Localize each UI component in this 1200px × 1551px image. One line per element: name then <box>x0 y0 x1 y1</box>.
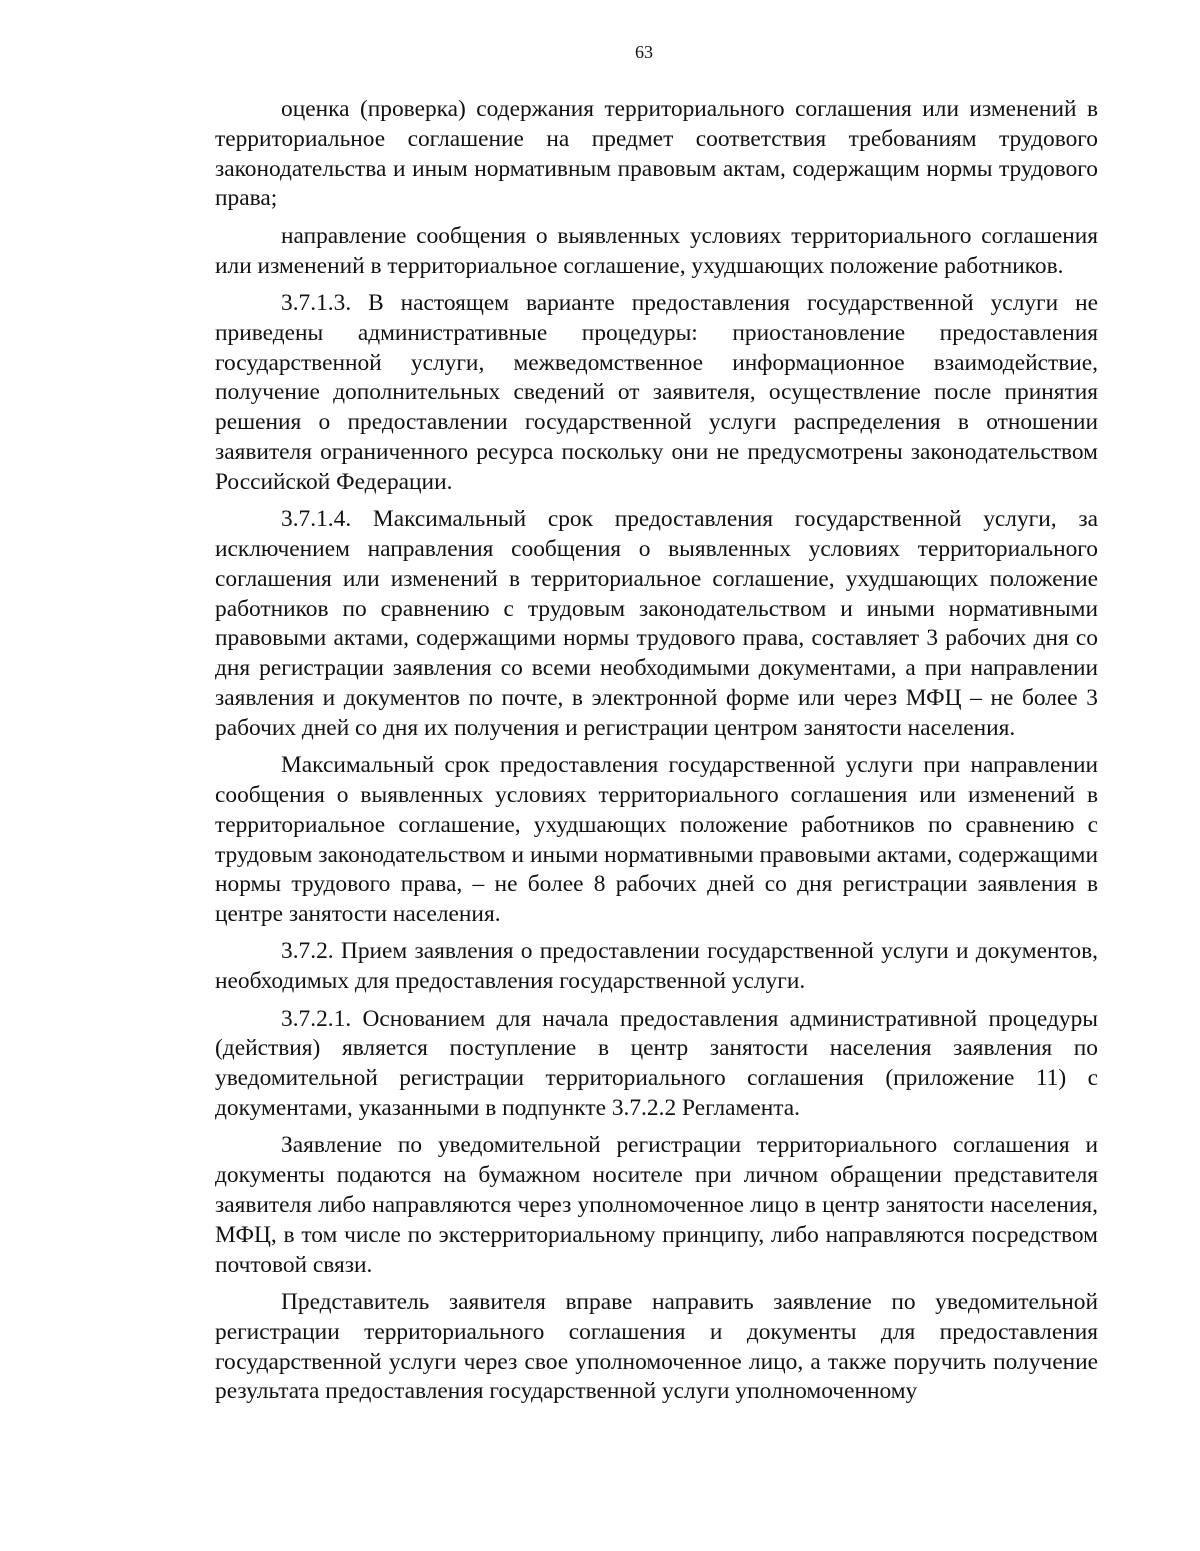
document-body <box>215 95 1098 1407</box>
paragraph: Максимальный срок предоставления государственной услуги при направлении сообщения о выявленных условиях территориального соглашения или изменений в территориальное соглашение, ухудшающих положение работников по сравнению с трудовым законодательством и иными нормативными правовыми актами, содержащими нормы трудового права, – не более 8 рабочих дней со дня регистрации заявления в центре занятости населения. <box>215 752 1098 928</box>
page-number: 63 <box>635 42 653 62</box>
paragraph: оценка (проверка) содержания территориального соглашения или изменений в территориальное соглашение на предмет соответствия требованиям трудового законодательства и иным нормативным правовым актам, содержащим нормы трудового права; <box>215 96 1098 212</box>
paragraph: 3.7.2.1. Основанием для начала предоставления административной процедуры (действия) является поступление в центр занятости населения заявления по уведомительной регистрации территориального соглашения (приложение 11) с документами, указанными в подпункте 3.7.2.2 Регламента. <box>215 1005 1098 1122</box>
paragraph: 3.7.1.4. Максимальный срок предоставления государственной услуги, за исключением направления сообщения о выявленных условиях территориального соглашения или изменений в территориальное соглашение, ухудшающих положение работников по сравнению с трудовым законодательством и иными нормативными правовыми актами, содержащими нормы трудового права, составляет 3 рабочих дня со дня регистрации заявления со всеми необходимыми документами, а при направлении заявления и документов по почте, в электронной форме или через МФЦ – не более 3 рабочих дней со дня их получения и регистрации центром занятости населения. <box>215 506 1098 741</box>
paragraph: направление сообщения о выявленных условиях территориального соглашения или изменений в территориальное соглашение, ухудшающих положение работников. <box>215 222 1098 279</box>
paragraph: Представитель заявителя вправе направить заявление по уведомительной регистрации территориального соглашения и документы для предоставления государственной услуги через свое уполномоченное лицо, а также поручить получение результата предоставления государственной услуги уполномоченному <box>215 1289 1098 1405</box>
paragraph: 3.7.1.3. В настоящем варианте предоставления государственной услуги не приведены административные процедуры: приостановление предоставления государственной услуги, межведомственное информационное взаимодействие, получение дополнительных сведений от заявителя, осуществление после принятия решения о предоставлении государственной услуги распределения в отношении заявителя ограниченного ресурса поскольку они не предусмотрены законодательством Российской Федерации. <box>215 289 1098 495</box>
paragraph: 3.7.2. Прием заявления о предоставлении государственной услуги и документов, необходимых для предоставления государственной услуги. <box>215 938 1098 995</box>
paragraph: Заявление по уведомительной регистрации территориального соглашения и документы подаются на бумажном носителе при личном обращении представителя заявителя либо направляются через уполномоченное лицо в центр занятости населения, МФЦ, в том числе по экстерриториальному принципу, либо направляются посредством почтовой связи. <box>215 1132 1098 1278</box>
